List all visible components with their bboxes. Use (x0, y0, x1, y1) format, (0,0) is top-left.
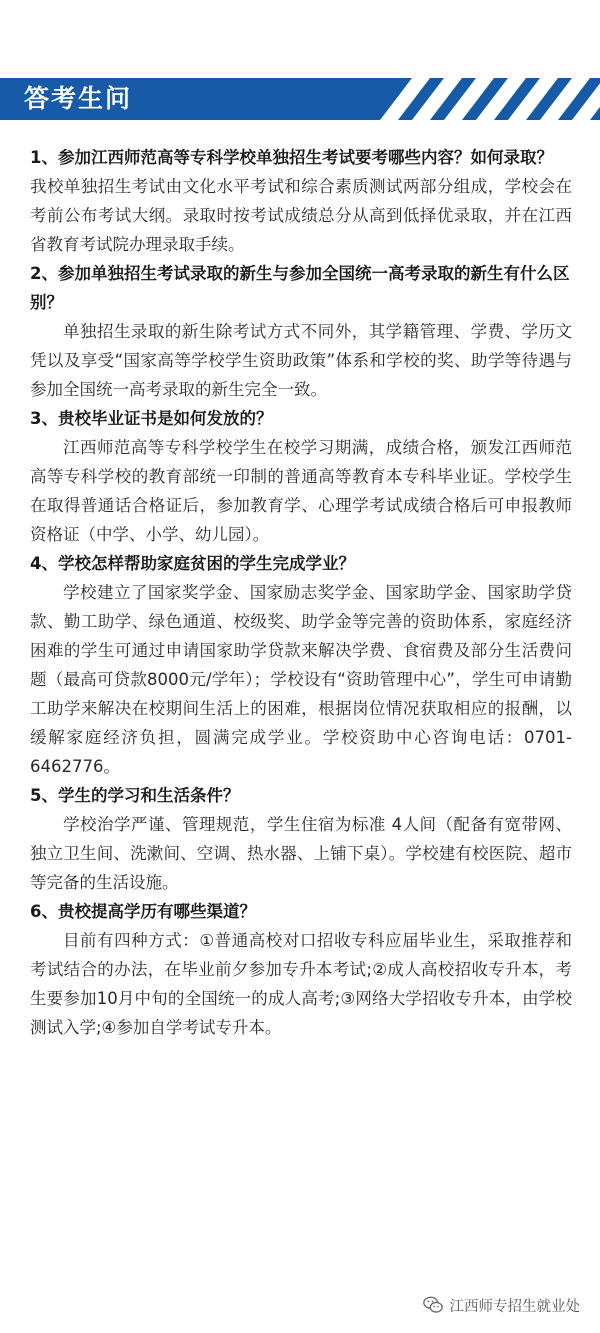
question: 6、贵校提高学历有哪些渠道？ (30, 902, 256, 921)
question: 5、学生的学习和生活条件？ (30, 786, 240, 805)
question: 4、学校怎样帮助家庭贫困的学生完成学业？ (30, 554, 355, 573)
watermark-label: 江西师专招生就业处 (449, 1298, 580, 1315)
qa-item (30, 143, 572, 259)
wechat-icon (422, 1294, 444, 1316)
watermark (422, 1294, 581, 1316)
answer: 目前有四种方式：①普通高校对口招收专科应届毕业生，采取推荐和考试结合的办法，在毕业前夕参加专升本考试;②成人高校招收专升本，考生要参加10月中旬的全国统一的成人高考;③网络大学招收专升本，由学校测试入学;④参加自学考试专升本。 (30, 931, 572, 1037)
answer: 学校治学严谨、管理规范，学生住宿为标准 4人间（配备有宽带网、独立卫生间、洗漱间、空调、热水器、上铺下桌）。学校建有校医院、超市等完备的生活设施。 (30, 815, 572, 892)
question: 3、贵校毕业证书是如何发放的？ (30, 409, 273, 428)
qa-item (30, 897, 572, 1042)
section-header (0, 78, 600, 120)
answer: 江西师范高等专科学校学生在校学习期满，成绩合格，颁发江西师范高等专科学校的教育部统一印制的普通高等教育本专科毕业证。学校学生在取得普通话合格证后，参加教育学、心理学考试成绩合格后可申报教师资格证（中学、小学、幼儿园）。 (30, 438, 572, 544)
header-stripes-decoration (340, 78, 600, 120)
qa-item (30, 404, 572, 549)
question: 2、参加单独招生考试录取的新生与参加全国统一高考录取的新生有什么区别？ (30, 264, 570, 312)
qa-item (30, 259, 572, 404)
answer: 学校建立了国家奖学金、国家励志奖学金、国家助学金、国家助学贷款、勤工助学、绿色通道、校级奖、助学金等完善的资助体系，家庭经济困难的学生可通过申请国家助学贷款来解决学费、食宿费及部分生活费问题（最高可贷款8000元/学年）；学校设有“资助管理中心”，学生可申请勤工助学来解决在校期间生活上的困难，根据岗位情况获取相应的报酬，以缓解家庭经济负担，圆满完成学业。学校资助中心咨询电话：0701-6462776。 (30, 583, 572, 776)
qa-item (30, 781, 572, 897)
qa-item (30, 549, 572, 781)
answer: 单独招生录取的新生除考试方式不同外，其学籍管理、学费、学历文凭以及享受“国家高等学校学生资助政策”体系和学校的奖、助学等待遇与参加全国统一高考录取的新生完全一致。 (30, 322, 572, 399)
question: 1、参加江西师范高等专科学校单独招生考试要考哪些内容？如何录取？ (30, 148, 553, 167)
section-title: 答考生问 (24, 84, 133, 113)
answer: 我校单独招生考试由文化水平考试和综合素质测试两部分组成，学校会在考前公布考试大纲。录取时按考试成绩总分从高到低择优录取，并在江西省教育考试院办理录取手续。 (30, 177, 572, 254)
qa-content (30, 143, 572, 1042)
